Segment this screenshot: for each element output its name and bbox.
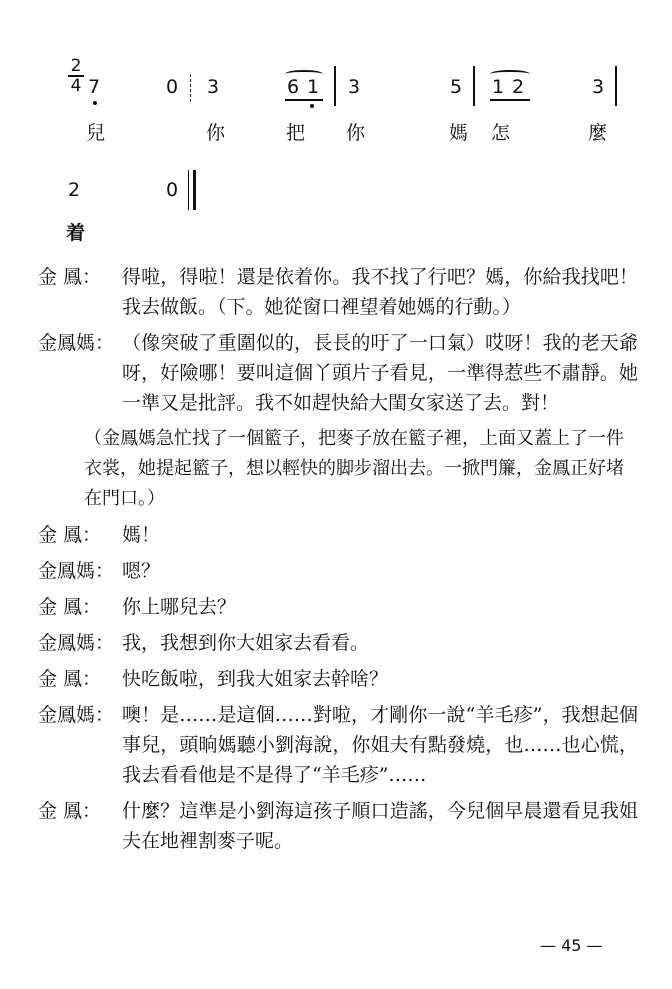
speaker-name: 金 鳳： (38, 524, 102, 546)
note: 3 (207, 76, 220, 98)
dialogue-line (38, 700, 638, 790)
music-score (0, 0, 672, 250)
time-signature-bottom: 4 (70, 76, 82, 96)
low-octave-dot (310, 104, 314, 108)
dialogue-line (38, 328, 638, 418)
time-signature (66, 58, 86, 94)
lyric: 着 (66, 222, 86, 244)
note: 0 (166, 179, 179, 201)
low-octave-dot (93, 101, 97, 105)
dialogue-text: 媽！ (122, 524, 161, 546)
stage-direction: （金鳳媽急忙找了一個籃子，把麥子放在籃子裡，上面又蓋上了一件衣裳，她提起籃子，想以輕快的脚步溜出去。一掀門簾，金鳳正好堵在門口。） (84, 428, 624, 509)
note: 6 (287, 76, 300, 98)
lyric: 兒 (86, 122, 106, 144)
note: 2 (512, 76, 525, 98)
lyric: 怎 (491, 122, 511, 144)
lyric: 你 (346, 122, 366, 144)
dialogue-body (38, 262, 638, 862)
dashed-barline (190, 74, 191, 102)
barline (473, 66, 475, 106)
time-signature-top: 2 (70, 56, 82, 76)
note: 0 (166, 76, 179, 98)
barline (334, 66, 336, 106)
note: 1 (307, 76, 320, 98)
lyric: 把 (286, 122, 306, 144)
dialogue-text: 你上哪兒去？ (122, 596, 237, 618)
dialogue-text: 得啦，得啦！還是依着你。我不找了行吧？媽，你給我找吧！我去做飯。（下。她從窗口裡望着她媽的行動。） (122, 266, 638, 318)
speaker-name: 金鳳媽： (38, 560, 115, 582)
speaker-name: 金鳳媽： (38, 632, 115, 654)
note: 7 (88, 76, 101, 98)
final-barline-thick (193, 170, 196, 210)
dialogue-text: 噢！是……是這個……對啦，才剛你一說“羊毛疹”，我想起個事兒，頭晌媽聽小劉海說，你姐夫有點發燒，也……也心慌，我去看看他是不是得了“羊毛疹”…… (122, 704, 638, 786)
dialogue-text: 什麼？這準是小劉海這孩子順口造謠，今兒個早晨還看見我姐夫在地裡割麥子呢。 (122, 800, 638, 852)
dialogue-line (38, 628, 638, 658)
speaker-name: 金鳳媽： (38, 704, 115, 726)
lyric: 媽 (449, 122, 469, 144)
note: 2 (68, 179, 81, 201)
speaker-name: 金 鳳： (38, 800, 102, 822)
lyric: 你 (206, 122, 226, 144)
speaker-name: 金 鳳： (38, 668, 102, 690)
barline (615, 66, 617, 106)
dialogue-text: （像突破了重圍似的，長長的吁了一口氣）哎呀！我的老天爺呀，好險哪！要叫這個丫頭片子看見，一準得惹些不肅靜。她一準又是批評。我不如趕快給大閨女家送了去。對！ (122, 332, 638, 414)
speaker-name: 金鳳媽： (38, 332, 115, 354)
dialogue-line (38, 520, 638, 550)
note: 3 (592, 76, 605, 98)
dialogue-line (38, 592, 638, 622)
note: 1 (492, 76, 505, 98)
speaker-name: 金 鳳： (38, 266, 102, 288)
dialogue-line (38, 556, 638, 586)
beam-underline (285, 99, 323, 101)
page-number: — 45 — (540, 936, 603, 955)
note: 5 (450, 76, 463, 98)
speaker-name: 金 鳳： (38, 596, 102, 618)
dialogue-text: 快吃飯啦，到我大姐家去幹啥？ (122, 668, 389, 690)
dialogue-text: 我，我想到你大姐家去看看。 (122, 632, 370, 654)
note: 3 (348, 76, 361, 98)
dialogue-line (38, 796, 638, 856)
final-barline-thin (188, 170, 189, 210)
beam-underline (490, 99, 530, 101)
dialogue-line (38, 664, 638, 694)
dialogue-text: 嗯？ (122, 560, 161, 582)
dialogue-line (38, 262, 638, 322)
lyric: 麼 (588, 122, 608, 144)
